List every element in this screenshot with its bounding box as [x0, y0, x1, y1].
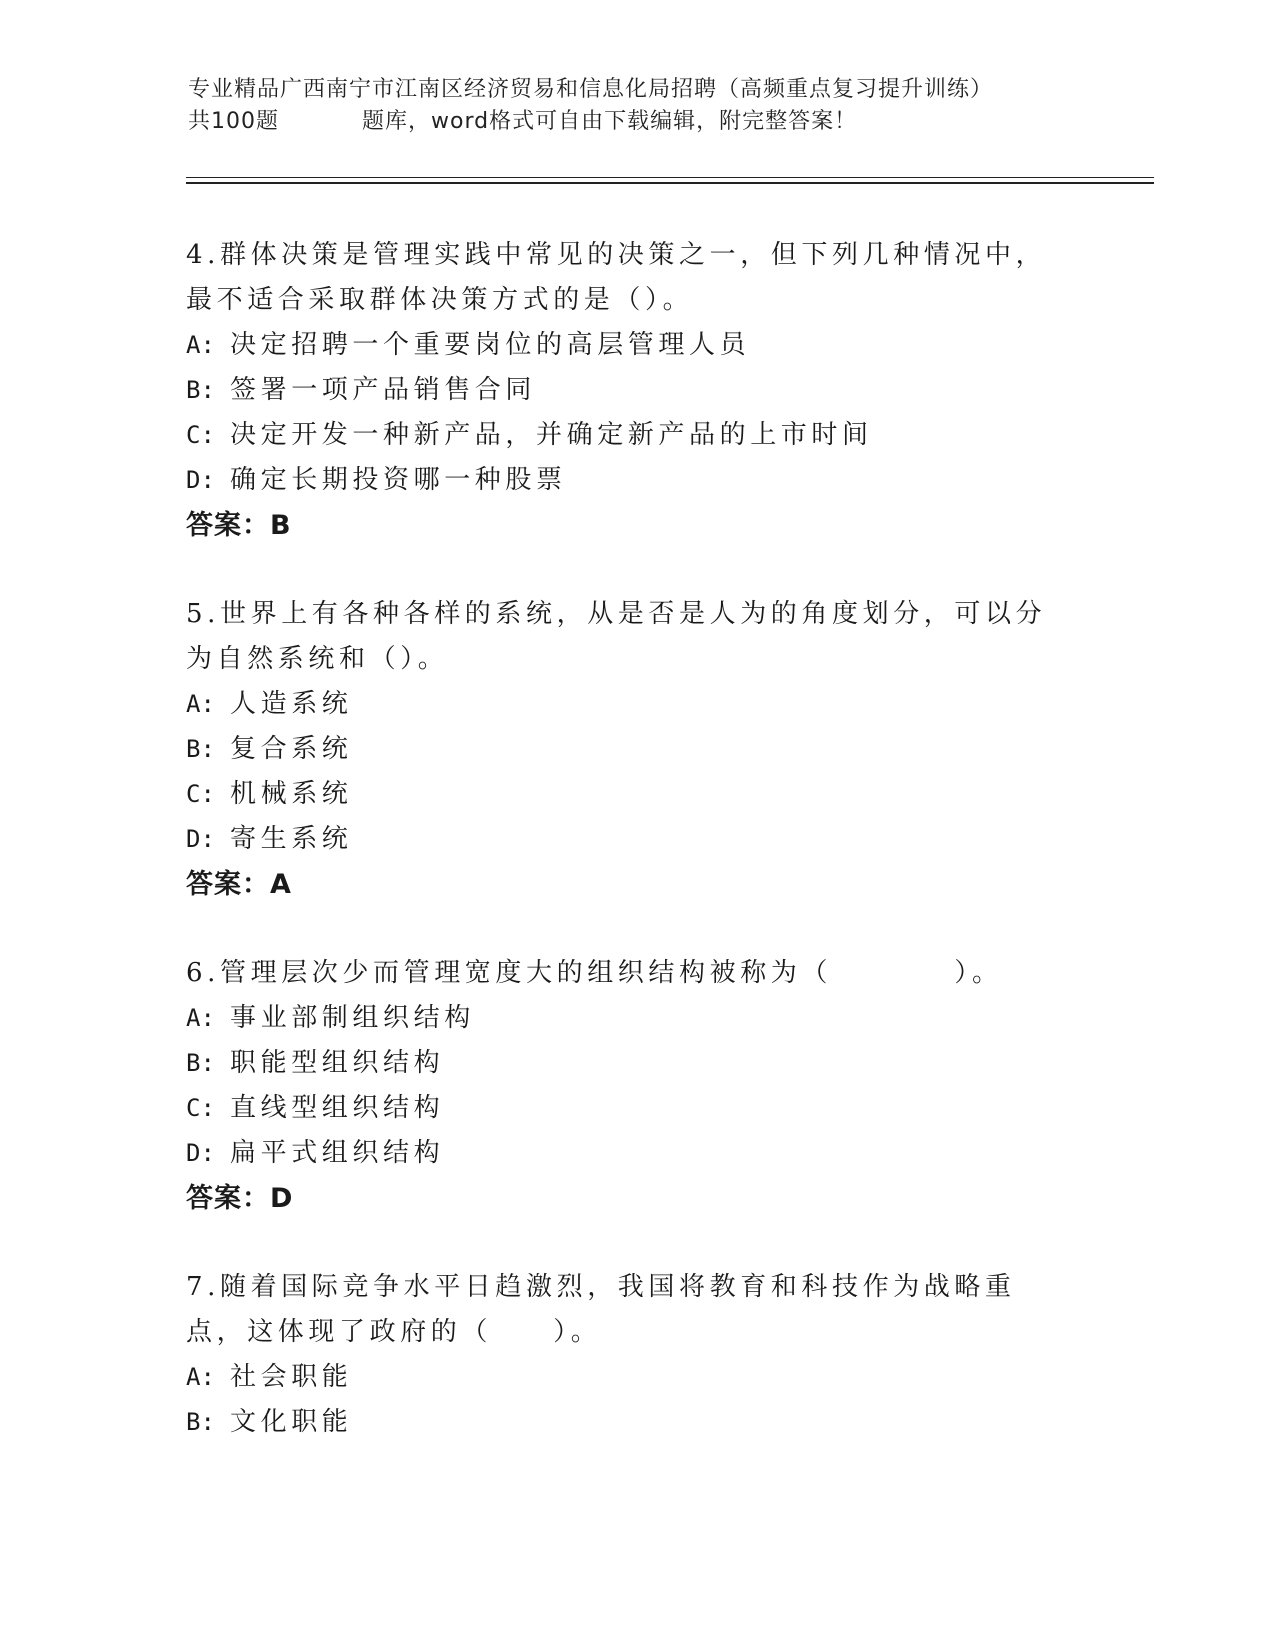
- option-text: 文化职能: [230, 1407, 353, 1437]
- header-title-line2-row: [188, 106, 1088, 138]
- option-b: [186, 1400, 1066, 1445]
- option-key: C:: [186, 1094, 215, 1122]
- spacer: [186, 548, 1066, 592]
- header-title-line2: 题库，word格式可自由下载编辑，附完整答案！: [362, 109, 858, 134]
- answer-line: 答案：B: [186, 510, 292, 541]
- option-b: [186, 727, 1066, 772]
- option-text: 人造系统: [230, 689, 353, 719]
- option-text: 职能型组织结构: [230, 1048, 445, 1078]
- option-c: [186, 413, 1066, 458]
- option-key: D:: [186, 466, 215, 494]
- question-stem: 4.群体决策是管理实践中常见的决策之一，但下列几种情况中，最不适合采取群体决策方式的是（）。: [186, 240, 1047, 315]
- option-key: A:: [186, 331, 215, 359]
- option-b: [186, 368, 1066, 413]
- question-count: 共100题: [188, 109, 279, 134]
- header-divider-thick: [186, 182, 1154, 184]
- option-text: 复合系统: [230, 734, 353, 764]
- header-title-line1: 专业精品广西南宁市江南区经济贸易和信息化局招聘（高频重点复习提升训练）: [188, 77, 994, 102]
- question-item: [186, 951, 1066, 1221]
- option-text: 寄生系统: [230, 824, 353, 854]
- option-text: 确定长期投资哪一种股票: [230, 465, 567, 495]
- option-c: [186, 772, 1066, 817]
- option-text: 决定招聘一个重要岗位的高层管理人员: [230, 330, 751, 360]
- question-stem: 6.管理层次少而管理宽度大的组织结构被称为（ ）。: [186, 958, 1003, 988]
- option-key: C:: [186, 780, 215, 808]
- option-a: [186, 1355, 1066, 1400]
- option-a: [186, 996, 1066, 1041]
- option-d: [186, 817, 1066, 862]
- option-d: [186, 1131, 1066, 1176]
- question-stem: 7.随着国际竞争水平日趋激烈，我国将教育和科技作为战略重点，这体现了政府的（ ）。: [186, 1272, 1016, 1347]
- option-key: B:: [186, 1408, 215, 1436]
- option-key: D:: [186, 1139, 215, 1167]
- option-key: A:: [186, 1004, 215, 1032]
- question-item: [186, 233, 1066, 548]
- option-text: 机械系统: [230, 779, 353, 809]
- option-a: [186, 682, 1066, 727]
- answer-line: 答案：D: [186, 1183, 294, 1214]
- option-d: [186, 458, 1066, 503]
- option-key: C:: [186, 421, 215, 449]
- document-header: [188, 74, 1088, 138]
- spacer: [186, 907, 1066, 951]
- option-b: [186, 1041, 1066, 1086]
- option-text: 社会职能: [230, 1362, 353, 1392]
- option-c: [186, 1086, 1066, 1131]
- question-item: [186, 1265, 1066, 1445]
- option-key: B:: [186, 1049, 215, 1077]
- question-stem: 5.世界上有各种各样的系统，从是否是人为的角度划分，可以分为自然系统和（）。: [186, 599, 1047, 674]
- option-key: A:: [186, 690, 215, 718]
- option-text: 决定开发一种新产品，并确定新产品的上市时间: [230, 420, 873, 450]
- option-a: [186, 323, 1066, 368]
- option-text: 直线型组织结构: [230, 1093, 445, 1123]
- question-list: [186, 233, 1066, 1445]
- answer-line: 答案：A: [186, 869, 292, 900]
- option-key: A:: [186, 1363, 215, 1391]
- option-key: D:: [186, 825, 215, 853]
- header-divider-thin: [186, 177, 1154, 178]
- option-key: B:: [186, 376, 215, 404]
- option-text: 扁平式组织结构: [230, 1138, 445, 1168]
- spacer: [186, 1221, 1066, 1265]
- option-key: B:: [186, 735, 215, 763]
- question-item: [186, 592, 1066, 907]
- option-text: 事业部制组织结构: [230, 1003, 475, 1033]
- option-text: 签署一项产品销售合同: [230, 375, 537, 405]
